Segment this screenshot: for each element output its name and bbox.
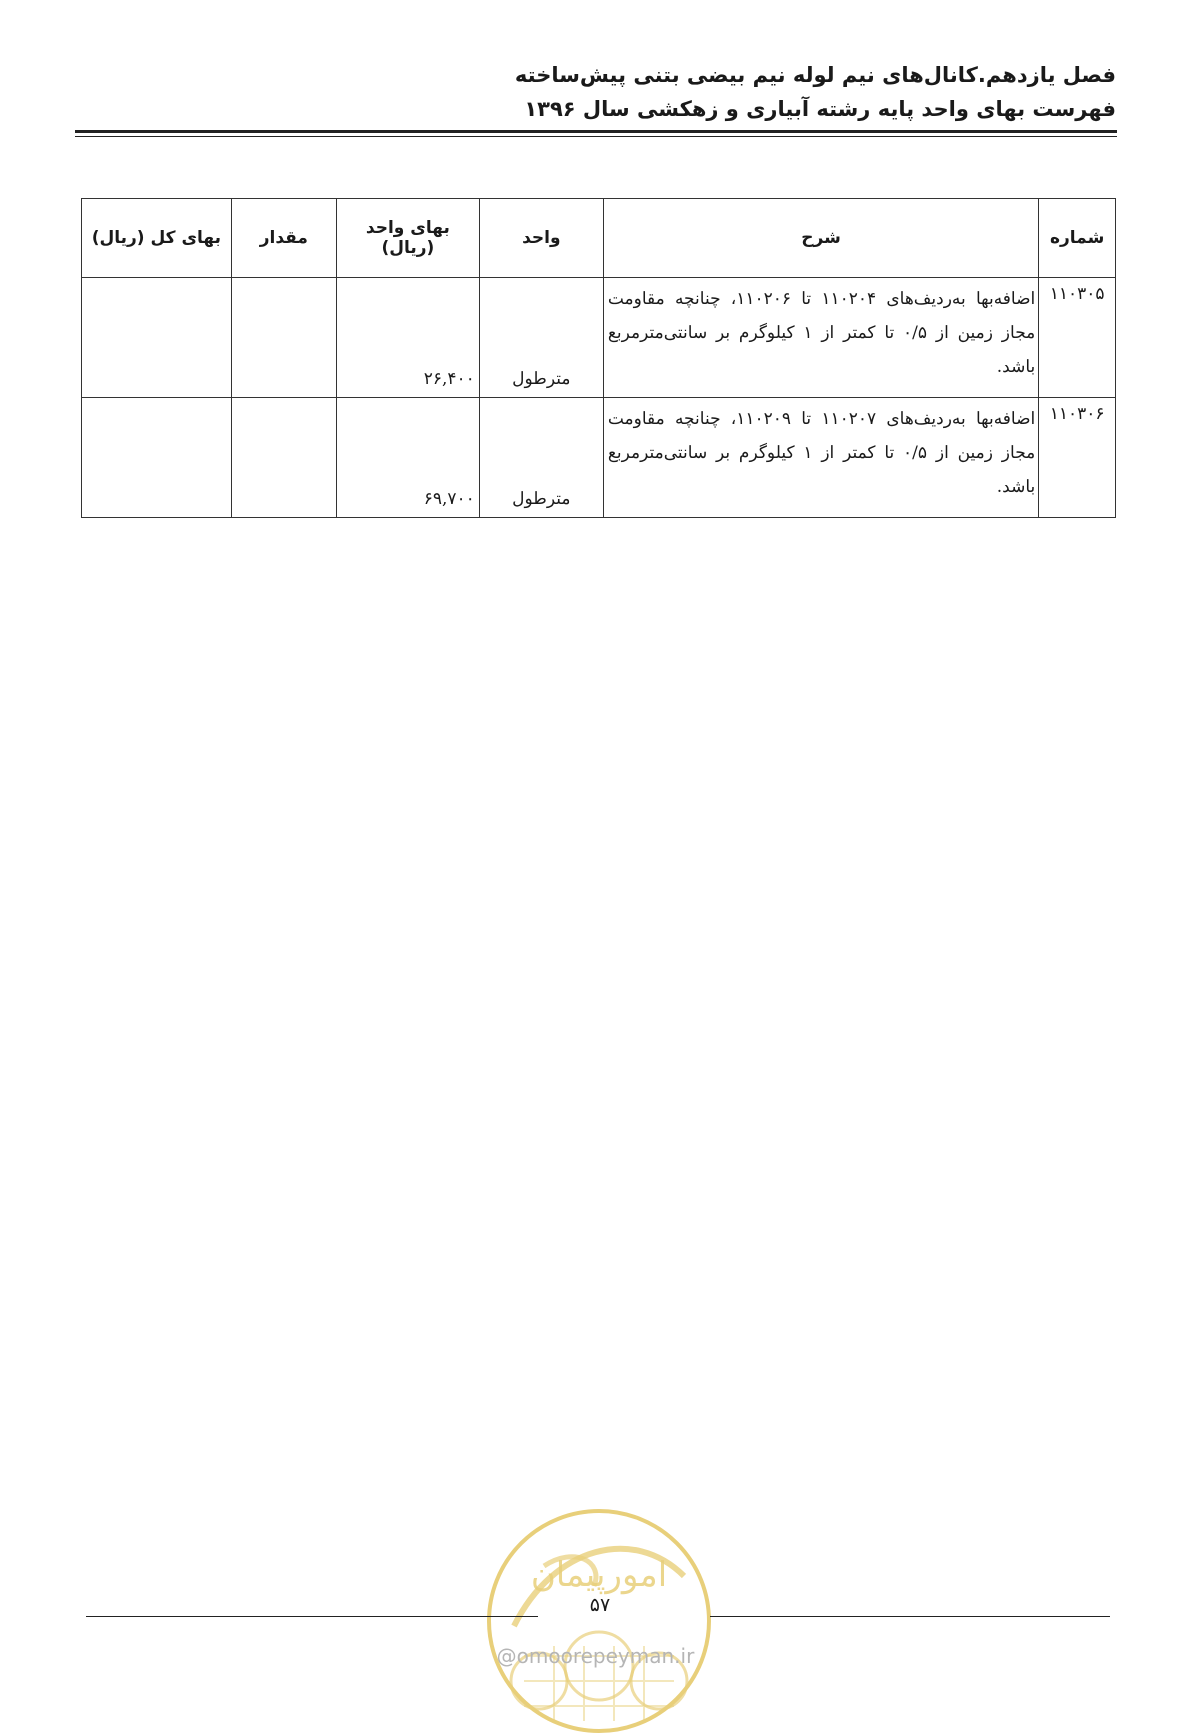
table-row bbox=[82, 398, 1116, 518]
header-unit-price-currency: (ریال) bbox=[381, 238, 435, 258]
row-unit: مترطول bbox=[479, 398, 603, 518]
header-description: شرح bbox=[603, 199, 1038, 278]
header-rule-thin bbox=[75, 136, 1117, 137]
footer-rule-right bbox=[710, 1616, 1110, 1617]
row-unit-price: ۶۹,۷۰۰ bbox=[336, 398, 479, 518]
row-total-price bbox=[82, 278, 232, 398]
price-list-title: فهرست بهای واحد پایه رشته آبیاری و زهکشی سال ۱۳۹۶ bbox=[524, 97, 1116, 121]
header-rule-thick bbox=[75, 130, 1117, 133]
header-unit: واحد bbox=[479, 199, 603, 278]
row-quantity bbox=[231, 278, 336, 398]
page-header bbox=[76, 58, 1116, 126]
table-header-row bbox=[82, 199, 1116, 278]
logo-text: امورپیمان bbox=[530, 1555, 668, 1595]
row-number: ۱۱۰۳۰۶ bbox=[1039, 398, 1116, 518]
footer-rule-left bbox=[86, 1616, 538, 1617]
header-total-price: بهای کل (ریال) bbox=[82, 199, 232, 278]
header-number: شماره bbox=[1039, 199, 1116, 278]
watermark-logo-icon bbox=[484, 1506, 714, 1736]
header-quantity: مقدار bbox=[231, 199, 336, 278]
table-row bbox=[82, 278, 1116, 398]
chapter-title: فصل یازدهم.کانال‌های نیم لوله نیم بیضی بتنی پیش‌ساخته bbox=[514, 63, 1116, 87]
row-description: اضافه‌بها به‌ردیف‌های ۱۱۰۲۰۴ تا ۱۱۰۲۰۶، چنانچه مقاومت مجاز زمین از ۰/۵ تا کمتر از ۱ کیلوگرم بر سانتی‌مترمربع باشد. bbox=[603, 278, 1038, 398]
page-number: ۵۷ bbox=[589, 1594, 611, 1616]
row-total-price bbox=[82, 398, 232, 518]
price-table bbox=[81, 198, 1116, 518]
header-unit-price-label: بهای واحد bbox=[365, 218, 450, 238]
header-unit-price bbox=[336, 199, 479, 278]
row-number: ۱۱۰۳۰۵ bbox=[1039, 278, 1116, 398]
website-watermark: @omoorepeyman.ir bbox=[496, 1644, 695, 1668]
row-unit: مترطول bbox=[479, 278, 603, 398]
row-description: اضافه‌بها به‌ردیف‌های ۱۱۰۲۰۷ تا ۱۱۰۲۰۹، چنانچه مقاومت مجاز زمین از ۰/۵ تا کمتر از ۱ کیلوگرم بر سانتی‌مترمربع باشد. bbox=[603, 398, 1038, 518]
row-quantity bbox=[231, 398, 336, 518]
row-unit-price: ۲۶,۴۰۰ bbox=[336, 278, 479, 398]
